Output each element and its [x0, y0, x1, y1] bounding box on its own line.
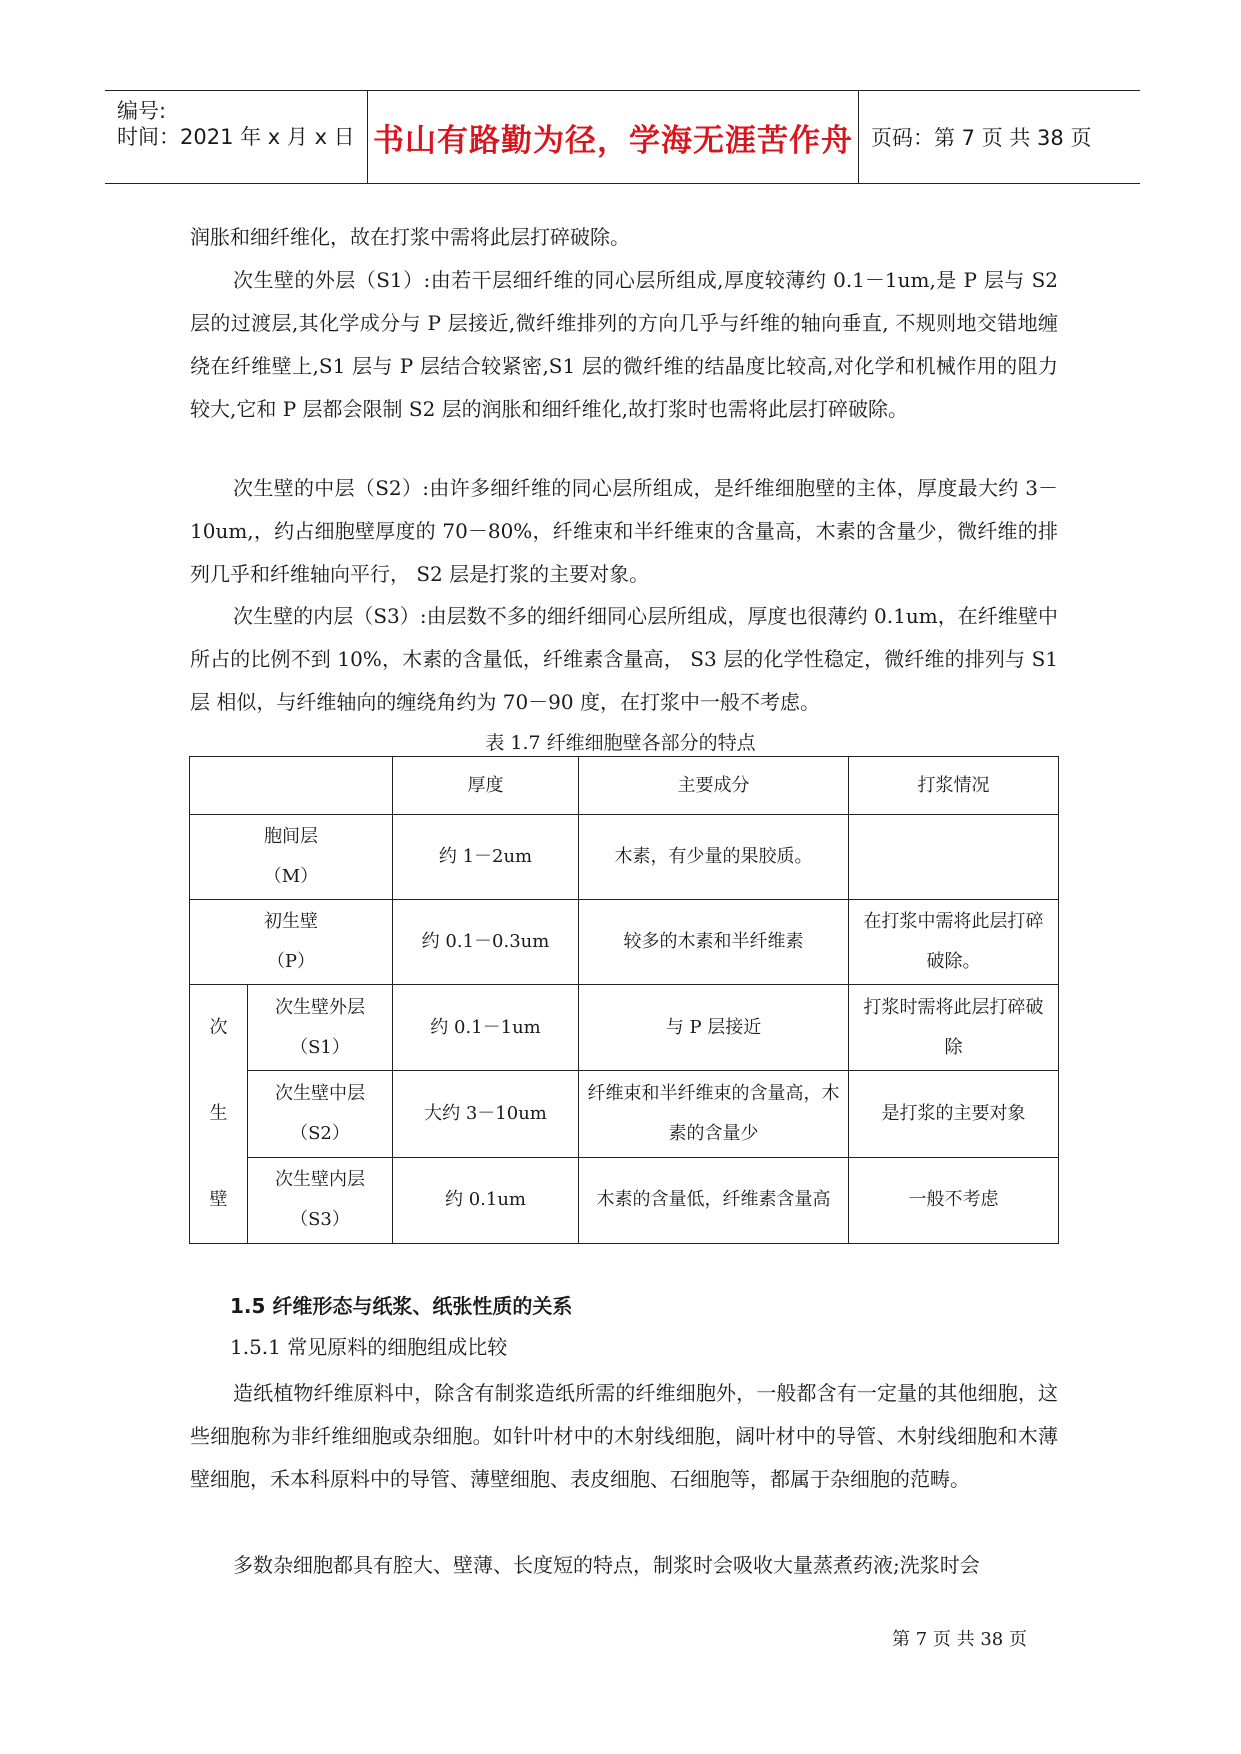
table-row	[190, 985, 1059, 1071]
thickness-cell: 约 0.1－1um	[393, 985, 579, 1071]
table-row	[190, 1157, 1059, 1243]
layer-cell	[248, 1157, 393, 1243]
page-header	[105, 90, 1140, 184]
table-row	[190, 900, 1059, 985]
thickness-cell: 大约 3－10um	[393, 1071, 579, 1157]
header-motto: 书山有路勤为径，学海无涯苦作舟	[373, 122, 853, 159]
layer-cell	[190, 815, 393, 900]
thickness-cell: 约 0.1um	[393, 1157, 579, 1243]
beating-cell: 是打浆的主要对象	[849, 1071, 1059, 1157]
page-footer: 第 7 页 共 38 页	[892, 1629, 1027, 1650]
layer-code: （M）	[263, 866, 319, 887]
table-caption: 表 1.7 纤维细胞壁各部分的特点	[485, 732, 756, 754]
thickness-cell: 约 1－2um	[393, 815, 579, 900]
composition-cell: 纤维束和半纤维束的含量高，木素的含量少	[579, 1071, 849, 1157]
paragraph-s1: 次生壁的外层（S1）:由若干层细纤维的同心层所组成,厚度较薄约 0.1－1um,是 P 层与 S2 层的过渡层,其化学成分与 P 层接近,微纤维排列的方向几乎与纤维的轴向垂直, 不规则地交错地缠绕在纤维壁上,S1 层与 P 层结合较紧密,S1 层的微纤维的结晶度比较高,对化学和机械作用的阻力较大,它和 P 层都会限制 S2 层的润胀和细纤维化,故打浆时也需将此层打碎破除。	[190, 268, 1058, 421]
paragraph-impurity-cells: 多数杂细胞都具有腔大、壁薄、长度短的特点，制浆时会吸收大量蒸煮药液;洗浆时会	[233, 1553, 980, 1577]
composition-cell: 与 P 层接近	[579, 985, 849, 1071]
beating-cell: 在打浆中需将此层打碎破除。	[849, 900, 1059, 985]
layer-name: 次生壁内层	[275, 1169, 365, 1191]
composition-cell: 木素的含量低，纤维素含量高	[579, 1157, 849, 1243]
paragraph-non-fiber-cells: 造纸植物纤维原料中，除含有制浆造纸所需的纤维细胞外，一般都含有一定量的其他细胞，这些细胞称为非纤维细胞或杂细胞。如针叶材中的木射线细胞，阔叶材中的导管、木射线细胞和木薄壁细胞，禾本科原料中的导管、薄壁细胞、表皮细胞、石细胞等，都属于杂细胞的范畴。	[190, 1381, 1058, 1491]
layer-name: 次生壁中层	[275, 1082, 365, 1104]
beating-cell: 一般不考虑	[849, 1157, 1059, 1243]
table-row	[190, 815, 1059, 900]
composition-cell: 木素，有少量的果胶质。	[579, 815, 849, 900]
beating-cell	[849, 815, 1059, 900]
layer-code: （S3）	[290, 1209, 350, 1231]
table-row	[190, 1071, 1059, 1157]
header-page-code: 页码：第 7 页 共 38 页	[871, 126, 1092, 150]
layer-code: （S1）	[290, 1036, 350, 1058]
layer-cell	[190, 900, 393, 985]
beating-cell: 打浆时需将此层打碎破除	[849, 985, 1059, 1071]
header-meta	[105, 91, 368, 183]
table-header-row	[190, 757, 1059, 815]
cell-wall-table	[189, 756, 1059, 1244]
layer-name: 次生壁外层	[275, 996, 365, 1018]
section-heading: 1.5 纤维形态与纸浆、纸张性质的关系	[230, 1294, 573, 1318]
document-number-label: 编号:	[117, 99, 167, 123]
secondary-wall-group-label	[190, 985, 248, 1244]
table-header-cell: 主要成分	[579, 757, 849, 815]
layer-name: 初生壁	[264, 911, 318, 932]
paragraph-s2: 次生壁的中层（S2）:由许多细纤维的同心层所组成，是纤维细胞壁的主体，厚度最大约 3－10um,，约占细胞壁厚度的 70－80%，纤维束和半纤维束的含量高，木素的含量少，微纤维的排列几乎和纤维轴向平行， S2 层是打浆的主要对象。	[190, 476, 1058, 586]
thickness-cell: 约 0.1－0.3um	[393, 900, 579, 985]
layer-cell	[248, 985, 393, 1071]
group-char: 壁	[209, 1189, 228, 1210]
composition-cell: 较多的木素和半纤维素	[579, 900, 849, 985]
layer-code: （P）	[266, 951, 316, 972]
layer-name: 胞间层	[264, 826, 318, 847]
document-time-label: 时间：2021 年 x 月 x 日	[117, 125, 355, 149]
table-header-cell	[190, 757, 393, 815]
subsection-heading: 1.5.1 常见原料的细胞组成比较	[230, 1335, 508, 1359]
header-motto-cell	[368, 91, 859, 183]
layer-code: （S2）	[290, 1122, 350, 1144]
layer-cell	[248, 1071, 393, 1157]
paragraph-s3: 次生壁的内层（S3）:由层数不多的细纤细同心层所组成，厚度也很薄约 0.1um，在纤维壁中所占的比例不到 10%，木素的含量低，纤维素含量高， S3 层的化学性稳定，微纤维的排列与 S1 层 相似，与纤维轴向的缠绕角约为 70－90 度，在打浆中一般不考虑。	[190, 604, 1058, 714]
table-header-cell: 厚度	[393, 757, 579, 815]
group-char: 生	[209, 1103, 228, 1124]
paragraph-continuation: 润胀和细纤维化，故在打浆中需将此层打碎破除。	[190, 225, 630, 249]
group-char: 次	[209, 1017, 228, 1038]
table-header-cell: 打浆情况	[849, 757, 1059, 815]
